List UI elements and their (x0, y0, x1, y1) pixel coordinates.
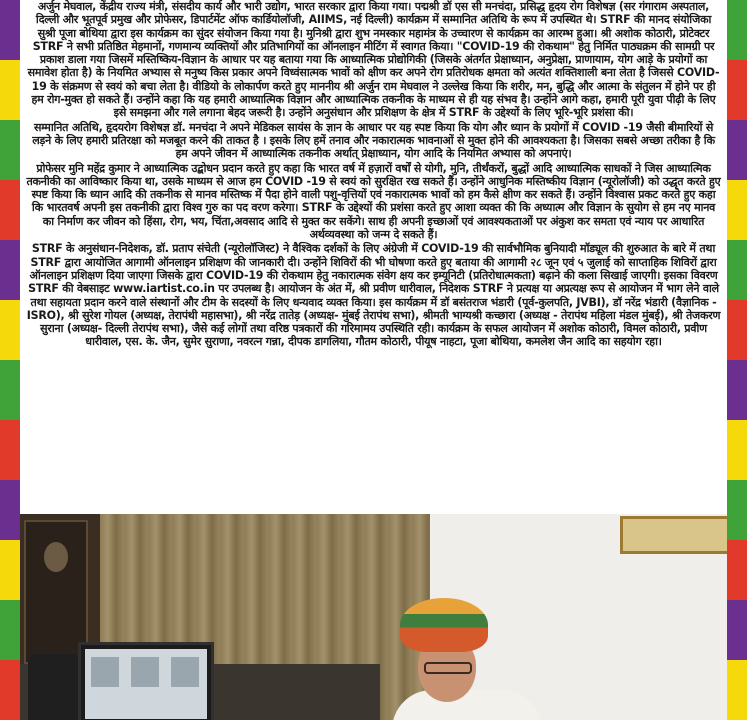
stripe-segment (0, 120, 20, 180)
stripe-segment (727, 600, 747, 660)
stripe-segment (0, 0, 20, 60)
video-tile (131, 657, 159, 687)
stripe-segment (727, 60, 747, 120)
news-article (20, 0, 727, 512)
wall-frame (620, 516, 727, 554)
person-body (392, 690, 542, 720)
video-tile (91, 657, 119, 687)
article-paragraph-3: प्रोफेसर मुनि महेंद्र कुमार ने आध्यात्मिक उद्बोधन प्रदान करते हुए कहा कि भारत वर्ष में हज़ारों वर्षों से योगी, मुनि, तीर्थंकरों, बुद्धों आदि आध्यात्मिक साधकों ने जिस आध्यात्मिक तकनीकी का आविष्कार किया था, उसके माध्यम से आज हम COVID -19 से स्वयं को सुरक्षित रख सकते हैं। उन्होंने आधुनिक मस्तिष्कीय विज्ञान (न्यूरोलॉजी) को उद्धृत करते हुए स्पष्ट किया कि ध्यान आदि की तकनीक से मानव मस्तिष्क में पैदा होने वाली पशु-वृत्तियों एवं नकारात्मक भावों को हम कैसे क्षीण कर सकते हैं। उन्होंने विश्वास प्रकट करते हुए कहा कि भारतवर्ष अपनी इस तकनीकी द्वारा विश्व गुरु का पद वरण करेगा। STRF के उद्देश्यों की प्रशंसा करते हुए आशा व्यक्त की कि अध्यात्म और विज्ञान के सुयोग से हम नए मानव का निर्माण कर जीवन को हिंसा, रोग, भय, चिंता,अवसाद आदि से मुक्त कर सकेंगे। साथ ही अपनी इच्छाओं एवं आवश्यकताओं पर अंकुश कर समता एवं न्याय पर आधारित अर्थव्यवस्था को जन्म दे सकते हैं। (26, 161, 721, 242)
stripe-segment (727, 360, 747, 420)
stripe-segment (0, 480, 20, 540)
stripe-segment (0, 240, 20, 300)
stripe-segment (727, 660, 747, 720)
event-photo (20, 514, 727, 720)
stripe-segment (0, 540, 20, 600)
stripe-segment (727, 540, 747, 600)
monitor-screen (85, 649, 207, 719)
stripe-segment (0, 300, 20, 360)
decorative-stripe-left (0, 0, 20, 720)
article-paragraph-4: STRF के अनुसंधान-निदेशक, डॉ. प्रताप संचेती (न्यूरोलॉजिस्ट) ने वैश्विक दर्शकों के लिए अंग्रेजी में COVID-19 की सार्वभौमिक बुनियादी मॉड्यूल की शुरुआत के बारे में तथा STRF द्वारा आयोजित आगामी ऑनलाइन प्रशिक्षण की जानकारी दी। उन्होंने शिविरों की भी घोषणा करते हुए बताया की आगामी २८ जून एवं ५ जुलाई को साप्ताहिक शिविरों द्वारा ऑनलाइन प्रशिक्षण दिया जाएगा जिसके द्वारा COVID-19 की रोकथाम हेतु नकारात्मक संवेग क्षय कर इम्यूनिटी (प्रतिरोधात्मकता) बढ़ाने की कला सिखाई जाएगी। इसका विवरण STRF की वेबसाइट www.iartist.co.in पर उपलब्ध है। आयोजन के अंत में, श्री प्रवीण धारीवाल, निदेशक STRF ने प्रत्यक्ष या अप्रत्यक्ष रूप से आयोजन में भाग लेने वाले तथा सहायता प्रदान करने वाले संस्थानों और टीम के सदस्यों के लिए धन्यवाद व्यक्त किया। इस कार्यक्रम में डॉ बसंतराज भंडारी (पूर्व-कुलपति, JVBI), डॉ नरेंद्र भंडारी (वैज्ञानिक - ISRO), श्री सुरेश गोयल (अध्यक्ष, तेरापंथी महासभा), श्री नरेंद्र तातेड़ (अध्यक्ष- मुंबई तेरापंथ सभा), श्रीमती भाग्यश्री कच्छारा (अध्यक्ष - तेरापंथ महिला मंडल मुंबई), श्री तेजकरण सुराना (अध्यक्ष- दिल्ली तेरापंथ सभा), जैसे कई लोगों तथा वरिष्ठ पत्रकारों की गरिमामय उपस्थिति रही। कार्यक्रम के सफल आयोजन में अशोक कोठारी, विमल कोठारी, प्रवीण धारीवाल, एस. के. जैन, सुमेर सुराणा, नवरत्न गन्ना, दीपक डागलिया, गौतम कोठारी, पीयूष नाहटा, पूजा बोथिया, कमलेश जैन आदि का सहयोग रहा। (26, 242, 721, 349)
stripe-segment (727, 240, 747, 300)
decorative-stripe-right (727, 0, 747, 720)
stripe-segment (727, 180, 747, 240)
article-paragraph-2: सम्मानित अतिथि, हृदयरोग विशेषज्ञ डॉ. मनचंदा ने अपने मेडिकल सायंस के ज्ञान के आधार पर यह स्पष्ट किया कि योग और ध्यान के प्रयोगों में COVID -19 जैसी बीमारियों से लड़ने के लिए हमारी प्रतिरक्षा को मजबूत करने की ताकत है । इसके लिए हमें तनाव और नकारात्मक भावनाओं से मुक्त होने की आवश्यकता है। जिसका सबसे अच्छा तरीका है कि हम अपने जीवन में आध्यात्मिक तकनीक अर्थात् प्रेक्षाध्यान, योग आदि के नियमित अभ्यास को अपनाएं। (32, 120, 715, 161)
stripe-segment (727, 300, 747, 360)
person-glasses (424, 662, 472, 674)
video-call-monitor (78, 642, 214, 720)
stripe-segment (727, 0, 747, 60)
stripe-segment (0, 660, 20, 720)
person-turban (400, 598, 488, 652)
stripe-segment (727, 480, 747, 540)
stripe-segment (0, 420, 20, 480)
stripe-segment (0, 60, 20, 120)
portrait-face (44, 542, 68, 572)
video-tile (171, 657, 199, 687)
stripe-segment (0, 180, 20, 240)
stripe-segment (727, 120, 747, 180)
article-paragraph-1: अर्जुन मेघवाल, केंद्रीय राज्य मंत्री, संसदीय कार्य और भारी उद्योग, भारत सरकार द्वारा किया गया। पद्मश्री डॉ एस सी मनचंदा, प्रसिद्ध हृदय रोग विशेषज्ञ (सर गंगाराम अस्पताल, दिल्ली और भूतपूर्व प्रमुख और प्रोफेसर, डिपार्टमेंट ऑफ कार्डियोलॉजी, AIIMS, नई दिल्ली) कार्यक्रम में सम्मानित अतिथि के रूप में उपस्थित थे। STRF की मानद संयोजिका सुश्री पूजा बोथिया द्वारा इस कार्यक्रम का सुंदर संयोजन किया गया है। मुनिश्री द्वारा शुभ नमस्कार महामंत्र के उच्चारण से कार्यक्रम का आरम्भ हुआ। श्री अशोक कोठारी, प्रोटेक्टर STRF ने सभी प्रतिष्ठित मेहमानों, गणमान्य व्यक्तियों और प्रतिभागियों का ऑनलाइन मीटिंग में स्वागत किया। "COVID-19 की रोकथाम" हेतु निर्मित पाठ्यक्रम की सामग्री पर प्रकाश डाला गया जिसमें मस्तिष्किय-विज्ञान के आधार पर यह बताया गया कि आध्यात्मिक प्रोद्योगिकी (जिसके अंतर्गत प्रेक्षाध्यान, अनुप्रेक्षा, प्राणायाम, योग आड़े के प्रयोगों का समावेश होता है) के नियमित अभ्यास से मनुष्य किस प्रकार अपने विध्वंसात्मक भावों को क्षीण कर अपने रोग प्रतिरोधक क्षमता को अत्यंत शक्तिशाली बना लेता है जिससे COVID-19 के संक्रमण से स्वयं को बचा लेता है। वीडियो के लोकार्पण करते हुए माननीय श्री अर्जुन राम मेघवाल ने उल्लेख किया कि शरीर, मन, बुद्धि और आत्मा के संतुलन में होने पर ही हम रोग-मुक्त हो सकते हैं। उन्होंने कहा कि यह हमारी आध्यात्मिक विज्ञान और आध्यात्मिक तकनीक के माध्यम से ही यह संभव है। उन्होंने आगे कहा, हमारी पूरी युवा पीढ़ी के लिए इसे समझना और गले लगाना बेहद जरूरी है। उन्होंने अनुसंधान और प्रशिक्षण के क्षेत्र में STRF के उद्देश्यों के लिए भूरि-भूरि प्रशंसा की। (27, 0, 720, 120)
photo-chair (28, 654, 80, 720)
stripe-segment (727, 420, 747, 480)
stripe-segment (0, 360, 20, 420)
stripe-segment (0, 600, 20, 660)
